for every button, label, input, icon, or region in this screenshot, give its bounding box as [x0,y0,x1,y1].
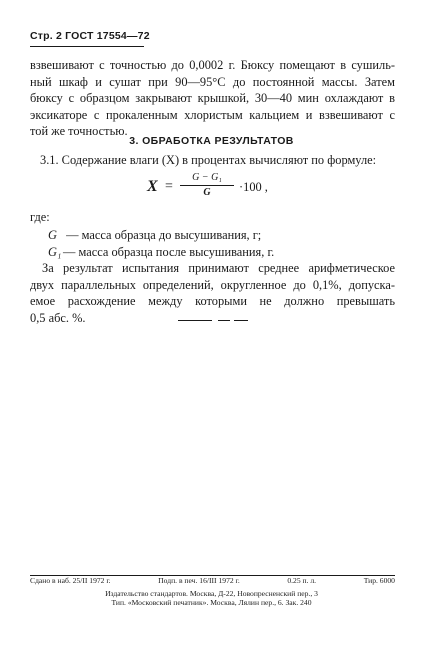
intro-line: бюксу с образцом закрывают крышкой, 30—40 мин охлаждают в [30,91,395,106]
result-line: емое расхождение между которыми не должно превышать [30,294,395,309]
imprint-publisher: Издательство стандартов. Москва, Д-22, Новопресненский пер., 3 [105,589,318,598]
result-line: За результат испытания принимают среднее арифметическое [42,261,395,275]
clause-3-1: 3.1. Содержание влаги (X) в процентах вычисляют по формуле: [40,153,377,167]
formula-lhs: X [147,178,158,195]
end-of-text-mark [178,320,248,321]
imprint-print-run: Тир. 6000 [363,576,395,585]
imprint-printer: Тип. «Московский печатник». Москва, Лялин пер., 6. Зак. 240 [111,598,312,607]
section-title: 3. ОБРАБОТКА РЕЗУЛЬТАТОВ [129,135,294,147]
definition-symbol: G [48,228,57,242]
imprint-signed: Подп. в печ. 16/III 1972 г. [158,576,240,585]
definition-text: — масса образца после высушивания, г. [63,244,275,259]
imprint-row [30,576,395,585]
intro-line: взвешивают с точностью до 0,0002 г. Бюксу помещают в сушиль- [30,58,395,72]
formula-equals: = [165,179,173,194]
definition-item [48,244,274,261]
result-paragraph [30,260,395,326]
formula-multiplier: ·100 , [239,180,268,194]
definition-text: — масса образца до высушивания, г; [63,228,262,242]
formula-numerator: G − G₁ [192,172,222,183]
definition-item [48,227,274,244]
intro-line: эксикаторе с прокаленным хлористым кальцием и взвешивают с [30,107,395,122]
formula-denominator: G [203,187,211,198]
imprint-submitted: Сдано в наб. 25/II 1972 г. [30,576,111,585]
page-header: Стр. 2 ГОСТ 17554—72 [30,30,150,42]
intro-paragraph [30,57,395,140]
fraction-bar [180,185,234,186]
imprint-sheets: 0.25 п. л. [287,576,317,585]
result-line: 0,5 абс. %. [30,310,86,325]
result-line: двух параллельных определений, округленное до 0,1%, допуска- [30,277,395,292]
definitions-list [48,227,274,260]
formula-fraction [180,172,234,199]
where-label: где: [30,210,50,224]
definition-symbol: G₁ [48,244,62,259]
intro-line: той же точностью. [30,124,128,139]
intro-line: ный шкаф и сушат при 90—95°С до постоянной массы. Затем [30,74,395,89]
header-underline [30,46,144,47]
